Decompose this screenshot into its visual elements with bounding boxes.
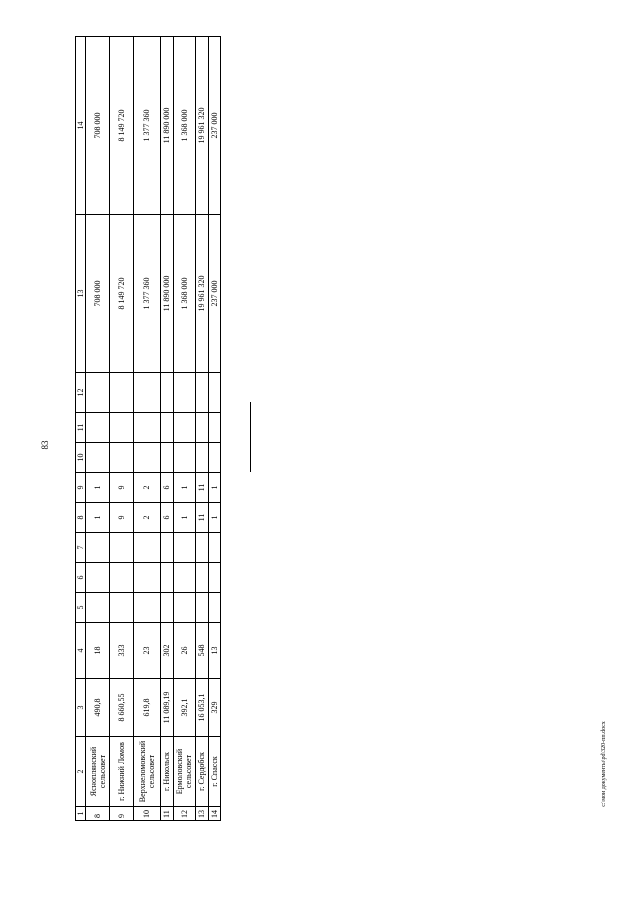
- table-cell: 302: [161, 623, 173, 679]
- table-cell: 1: [173, 473, 196, 503]
- header-cell: 3: [76, 679, 86, 737]
- table-cell: 708 000: [86, 37, 110, 215]
- header-cell: 10: [76, 443, 86, 473]
- table-cell: [173, 373, 196, 413]
- table-cell: [109, 533, 133, 563]
- table-cell: 237 000: [208, 215, 220, 373]
- table-cell: [173, 443, 196, 473]
- table-cell: [133, 533, 161, 563]
- table-cell: 19 961 320: [196, 37, 208, 215]
- table-cell: 11 890 000: [161, 215, 173, 373]
- table-cell: 237 000: [208, 37, 220, 215]
- table-cell: 1: [86, 473, 110, 503]
- table-cell: 2: [133, 473, 161, 503]
- table-row: [109, 37, 133, 821]
- table-cell: Ермоловский сельсовет: [173, 737, 196, 807]
- table-cell: [133, 563, 161, 593]
- data-table: [75, 36, 221, 821]
- table-cell: [161, 413, 173, 443]
- header-cell: 1: [76, 807, 86, 821]
- table-cell: [86, 563, 110, 593]
- table-cell: 11: [161, 807, 173, 821]
- table-cell: г. Сердобск: [196, 737, 208, 807]
- table-cell: [196, 563, 208, 593]
- table-cell: 1: [86, 503, 110, 533]
- table-cell: [86, 413, 110, 443]
- table-cell: [133, 593, 161, 623]
- table-cell: 392,1: [173, 679, 196, 737]
- table-cell: г. Никольск: [161, 737, 173, 807]
- table-cell: 10: [133, 807, 161, 821]
- table-cell: 26: [173, 623, 196, 679]
- header-cell: 8: [76, 503, 86, 533]
- table-row: [133, 37, 161, 821]
- page-number: 83: [40, 440, 50, 450]
- table-cell: [161, 563, 173, 593]
- table-cell: 6: [161, 473, 173, 503]
- table-cell: 490,8: [86, 679, 110, 737]
- table-cell: [173, 413, 196, 443]
- table-cell: [208, 443, 220, 473]
- table-row: [86, 37, 110, 821]
- header-cell: 2: [76, 737, 86, 807]
- table-cell: [196, 533, 208, 563]
- table-cell: [208, 533, 220, 563]
- table-cell: 13: [208, 623, 220, 679]
- table-cell: 14: [208, 807, 220, 821]
- table-cell: 329: [208, 679, 220, 737]
- table-cell: [109, 593, 133, 623]
- header-cell: 9: [76, 473, 86, 503]
- header-row: [76, 37, 86, 821]
- table-cell: [161, 373, 173, 413]
- table-cell: 708 000: [86, 215, 110, 373]
- table-cell: г. Спасск: [208, 737, 220, 807]
- table-cell: 8 149 720: [109, 37, 133, 215]
- table-container: [75, 37, 221, 821]
- table-cell: 6: [161, 503, 173, 533]
- table-cell: 9: [109, 473, 133, 503]
- table-cell: 8 149 720: [109, 215, 133, 373]
- table-cell: 18: [86, 623, 110, 679]
- table-cell: [173, 563, 196, 593]
- table-cell: [133, 413, 161, 443]
- table-cell: 1: [208, 503, 220, 533]
- header-cell: 4: [76, 623, 86, 679]
- table-cell: 11: [196, 473, 208, 503]
- table-cell: 2: [133, 503, 161, 533]
- table-cell: [86, 533, 110, 563]
- table-cell: 1: [208, 473, 220, 503]
- table-cell: 11: [196, 503, 208, 533]
- table-cell: 1 368 000: [173, 37, 196, 215]
- table-cell: 9: [109, 503, 133, 533]
- table-cell: 16 053,1: [196, 679, 208, 737]
- table-cell: 11 089,19: [161, 679, 173, 737]
- header-cell: 7: [76, 533, 86, 563]
- table-cell: 23: [133, 623, 161, 679]
- table-cell: 1: [173, 503, 196, 533]
- table-cell: [196, 413, 208, 443]
- table-cell: [133, 443, 161, 473]
- table-cell: [109, 443, 133, 473]
- table-cell: [109, 563, 133, 593]
- table-cell: [133, 373, 161, 413]
- table-cell: г. Нижний Ломов: [109, 737, 133, 807]
- table-cell: [161, 593, 173, 623]
- table-cell: [208, 413, 220, 443]
- table-cell: 619,8: [133, 679, 161, 737]
- table-cell: 19 961 320: [196, 215, 208, 373]
- table-row: [173, 37, 196, 821]
- file-path-footer: c:\мои документы\pd\320-пп.docx: [601, 721, 607, 807]
- table-cell: [173, 533, 196, 563]
- separator-line: [250, 402, 251, 472]
- table-cell: 13: [196, 807, 208, 821]
- table-cell: 8 660,55: [109, 679, 133, 737]
- table-cell: [86, 593, 110, 623]
- table-row: [196, 37, 208, 821]
- table-cell: 8: [86, 807, 110, 821]
- table-cell: [196, 593, 208, 623]
- table-cell: 548: [196, 623, 208, 679]
- table-cell: [161, 533, 173, 563]
- table-row: [161, 37, 173, 821]
- header-cell: 11: [76, 413, 86, 443]
- table-cell: 12: [173, 807, 196, 821]
- table-cell: [109, 413, 133, 443]
- header-cell: 14: [76, 37, 86, 215]
- table-cell: [86, 373, 110, 413]
- table-cell: Ясноплянский сельсовет: [86, 737, 110, 807]
- table-cell: 1 368 000: [173, 215, 196, 373]
- table-cell: [196, 443, 208, 473]
- header-cell: 5: [76, 593, 86, 623]
- table-cell: 333: [109, 623, 133, 679]
- table-cell: [173, 593, 196, 623]
- table-cell: [208, 593, 220, 623]
- table-cell: 11 890 000: [161, 37, 173, 215]
- table-cell: [109, 373, 133, 413]
- table-cell: [86, 443, 110, 473]
- table-cell: 9: [109, 807, 133, 821]
- table-cell: [161, 443, 173, 473]
- table-cell: [196, 373, 208, 413]
- table-cell: Верхнеломовский сельсовет: [133, 737, 161, 807]
- table-row: [208, 37, 220, 821]
- header-cell: 12: [76, 373, 86, 413]
- header-cell: 6: [76, 563, 86, 593]
- table-cell: [208, 563, 220, 593]
- table-cell: 1 377 360: [133, 37, 161, 215]
- header-cell: 13: [76, 215, 86, 373]
- table-cell: 1 377 360: [133, 215, 161, 373]
- table-cell: [208, 373, 220, 413]
